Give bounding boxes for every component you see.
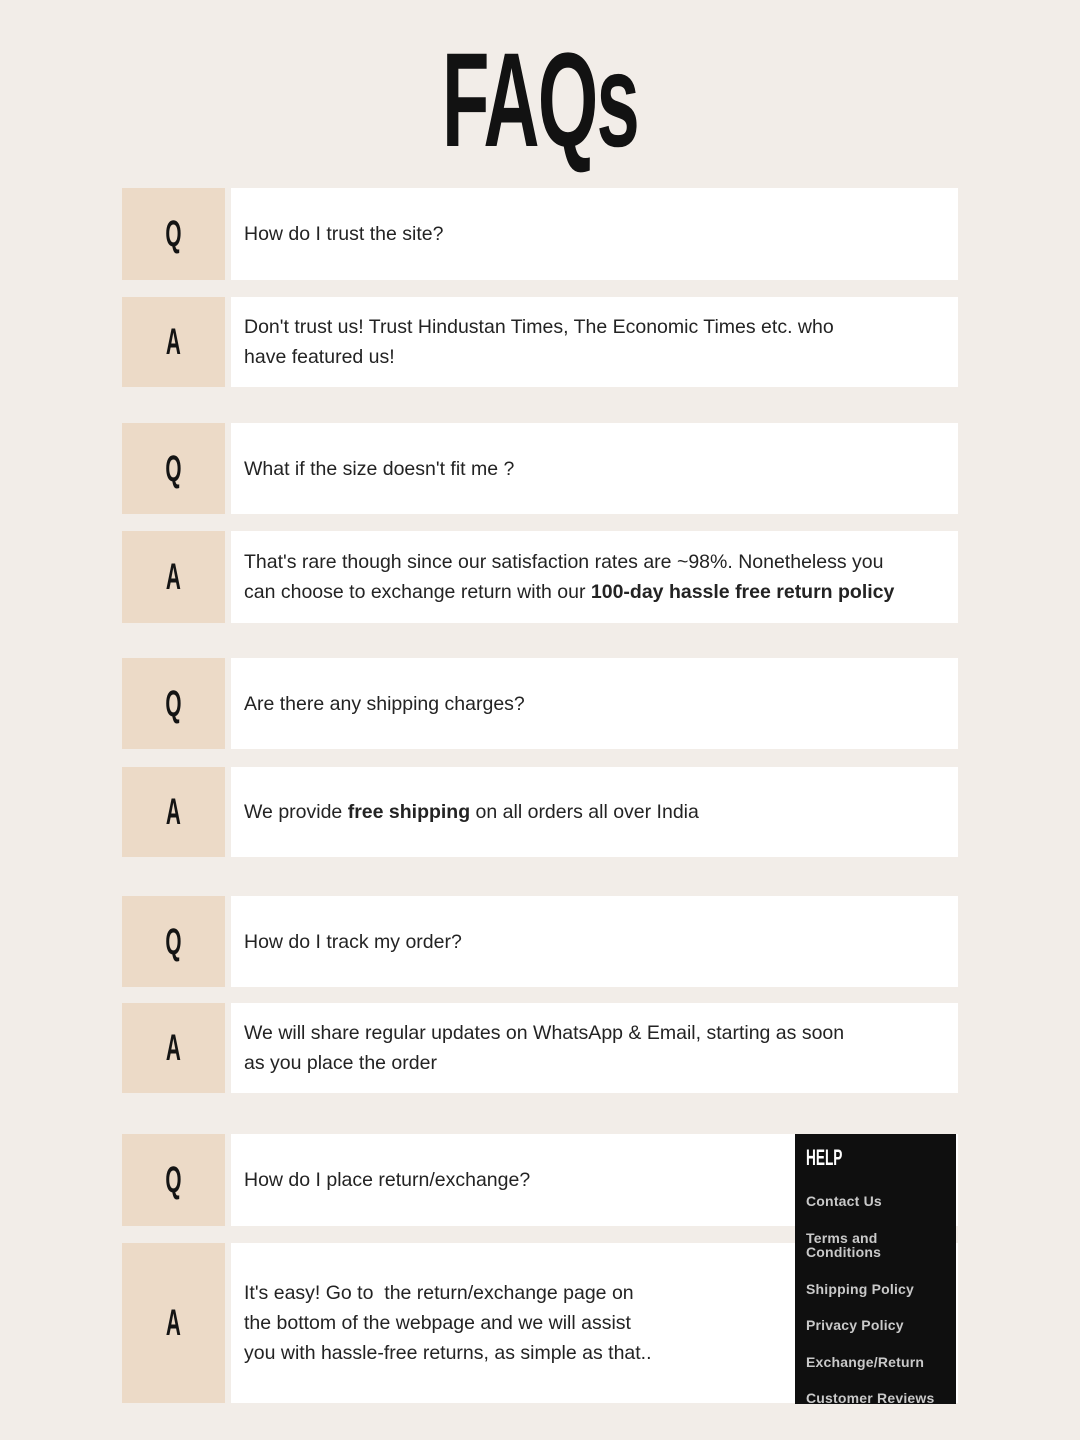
a-letter: A bbox=[166, 1302, 181, 1343]
answer-text-line bbox=[244, 797, 958, 827]
faq-row-question-3 bbox=[122, 658, 958, 749]
q-label-box bbox=[122, 658, 225, 749]
faq-row-answer-3 bbox=[122, 767, 958, 857]
a-label-box bbox=[122, 767, 225, 857]
help-link-exchange-return[interactable]: Exchange/Return bbox=[806, 1353, 925, 1370]
text-segment: We will share regular updates on WhatsApp & Email, starting as soon bbox=[244, 1022, 845, 1044]
text-segment: Don't trust us! Trust Hindustan Times, The Economic Times etc. who bbox=[244, 316, 834, 338]
a-letter: A bbox=[166, 791, 181, 832]
help-link-shipping-policy[interactable]: Shipping Policy bbox=[806, 1280, 915, 1297]
text-segment: How do I place return/exchange? bbox=[244, 1169, 531, 1191]
help-menu-title-text: HELP bbox=[806, 1145, 843, 1170]
text-segment: on all orders all over India bbox=[470, 801, 699, 823]
faq-row-question-4 bbox=[122, 896, 958, 987]
text-segment: How do I track my order? bbox=[244, 930, 462, 953]
q-label-box bbox=[122, 1134, 225, 1226]
text-segment-bold: 100-day hassle free return policy bbox=[590, 581, 895, 603]
question-text bbox=[244, 689, 958, 719]
help-menu-items bbox=[806, 1194, 948, 1406]
answer-card bbox=[231, 297, 958, 387]
help-link-privacy-policy[interactable]: Privacy Policy bbox=[806, 1317, 904, 1333]
text-segment: That's rare though since our satisfaction rates are ~98%. Nonetheless you bbox=[244, 551, 884, 573]
text-segment: the bottom of the webpage and we will assist bbox=[244, 1312, 631, 1334]
q-letter: Q bbox=[165, 682, 182, 724]
help-menu-title bbox=[806, 1146, 948, 1170]
help-link-terms-and-conditions[interactable]: Terms and Conditions bbox=[806, 1229, 882, 1260]
help-link-customer-reviews[interactable]: Customer Reviews bbox=[806, 1390, 935, 1406]
a-letter: A bbox=[166, 321, 181, 362]
text-segment: What if the size doesn't fit me ? bbox=[244, 457, 515, 480]
text-segment: you with hassle-free returns, as simple as that.. bbox=[244, 1342, 652, 1364]
a-letter: A bbox=[166, 1027, 181, 1068]
a-label-box bbox=[122, 1003, 225, 1093]
text-segment: It's easy! Go to the return/exchange page on bbox=[244, 1282, 634, 1304]
q-label-box bbox=[122, 423, 225, 514]
faq-row-answer-1 bbox=[122, 297, 958, 387]
answer-text-line bbox=[244, 1048, 958, 1078]
question-card bbox=[231, 188, 958, 280]
help-link-contact-us[interactable]: Contact Us bbox=[806, 1193, 882, 1209]
a-label-box bbox=[122, 531, 225, 623]
faq-row-answer-4 bbox=[122, 1003, 958, 1093]
faq-row-question-1 bbox=[122, 188, 958, 280]
a-label-box bbox=[122, 297, 225, 387]
answer-card bbox=[231, 767, 958, 857]
a-letter: A bbox=[166, 556, 181, 597]
question-text bbox=[244, 219, 958, 249]
question-card bbox=[231, 423, 958, 514]
q-letter: Q bbox=[165, 213, 182, 254]
question-text bbox=[244, 454, 958, 484]
page-title-text: FAQs bbox=[441, 26, 639, 175]
question-text bbox=[244, 927, 958, 957]
page-title bbox=[0, 26, 1080, 176]
question-card bbox=[231, 896, 958, 987]
q-letter: Q bbox=[165, 447, 182, 489]
question-card bbox=[231, 658, 958, 749]
answer-text-line bbox=[244, 1018, 958, 1048]
answer-card bbox=[231, 531, 958, 623]
text-segment: Are there any shipping charges? bbox=[244, 692, 525, 715]
faq-row-question-2 bbox=[122, 423, 958, 514]
help-menu bbox=[795, 1134, 956, 1404]
q-letter: Q bbox=[165, 920, 182, 962]
text-segment-bold: free shipping bbox=[347, 801, 471, 823]
text-segment: can choose to exchange return with our bbox=[244, 581, 591, 603]
q-label-box bbox=[122, 188, 225, 280]
answer-text-line bbox=[244, 312, 958, 342]
text-segment: We provide bbox=[244, 801, 348, 823]
a-label-box bbox=[122, 1243, 225, 1403]
answer-text-line bbox=[244, 577, 958, 607]
text-segment: How do I trust the site? bbox=[244, 223, 444, 245]
faq-row-answer-2 bbox=[122, 531, 958, 623]
answer-card bbox=[231, 1003, 958, 1093]
text-segment: as you place the order bbox=[244, 1052, 437, 1074]
answer-text-line bbox=[244, 342, 958, 372]
q-label-box bbox=[122, 896, 225, 987]
q-letter: Q bbox=[165, 1159, 182, 1200]
text-segment: have featured us! bbox=[244, 346, 395, 368]
answer-text-line bbox=[244, 547, 958, 577]
